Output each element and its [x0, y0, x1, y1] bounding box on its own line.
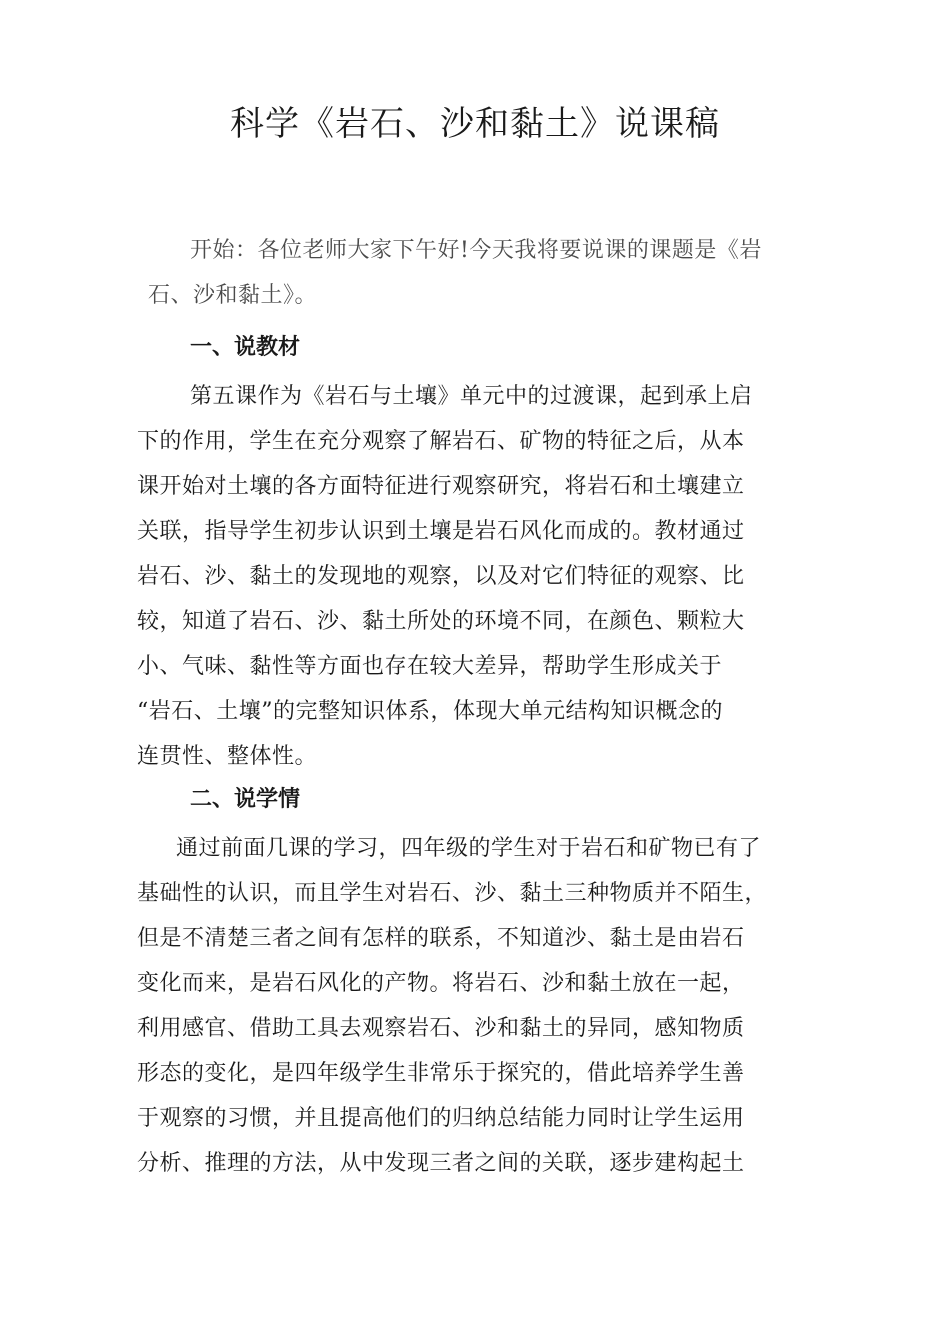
paragraph-line: 较，知道了岩石、沙、黏土所处的环境不同，在颜色、颗粒大 [137, 609, 745, 634]
paragraph-line: 关联，指导学生初步认识到土壤是岩石风化而成的。教材通过 [137, 519, 745, 544]
paragraph-line: 利用感官、借助工具去观察岩石、沙和黏土的异同，感知物质 [137, 1016, 745, 1041]
paragraph-line: 岩石、沙、黏土的发现地的观察，以及对它们特征的观察、比 [137, 564, 745, 589]
paragraph-line: 连贯性、整体性。 [137, 744, 318, 769]
paragraph-line: 课开始对土壤的各方面特征进行观察研究，将岩石和土壤建立 [137, 474, 745, 499]
paragraph-line: “岩石、土壤”的完整知识体系，体现大单元结构知识概念的 [137, 699, 723, 724]
intro-line-1: 开始：各位老师大家下午好!今天我将要说课的课题是《岩 [190, 238, 762, 263]
intro-line-2: 石、沙和黏土》。 [148, 283, 318, 308]
paragraph-line: 但是不清楚三者之间有怎样的联系，不知道沙、黏土是由岩石 [137, 926, 745, 951]
paragraph-line: 形态的变化，是四年级学生非常乐于探究的，借此培养学生善 [137, 1061, 745, 1086]
paragraph-line: 通过前面几课的学习，四年级的学生对于岩石和矿物已有了 [176, 836, 762, 861]
paragraph-line: 基础性的认识，而且学生对岩石、沙、黏土三种物质并不陌生， [137, 881, 768, 906]
paragraph-line: 分析、推理的方法，从中发现三者之间的关联，逐步建构起土 [137, 1151, 745, 1176]
paragraph-line: 于观察的习惯，并且提高他们的归纳总结能力同时让学生运用 [137, 1106, 745, 1131]
section-heading-textbook: 一、说教材 [190, 335, 301, 360]
section-heading-students: 二、说学情 [190, 787, 301, 812]
paragraph-line: 第五课作为《岩石与土壤》单元中的过渡课，起到承上启 [190, 384, 753, 409]
document-title: 科学《岩石、沙和黏土》说课稿 [230, 104, 720, 144]
paragraph-line: 小、气味、黏性等方面也存在较大差异，帮助学生形成关于 [137, 654, 723, 679]
paragraph-line: 下的作用，学生在充分观察了解岩石、矿物的特征之后，从本 [137, 429, 745, 454]
paragraph-line: 变化而来，是岩石风化的产物。将岩石、沙和黏土放在一起， [137, 971, 745, 996]
